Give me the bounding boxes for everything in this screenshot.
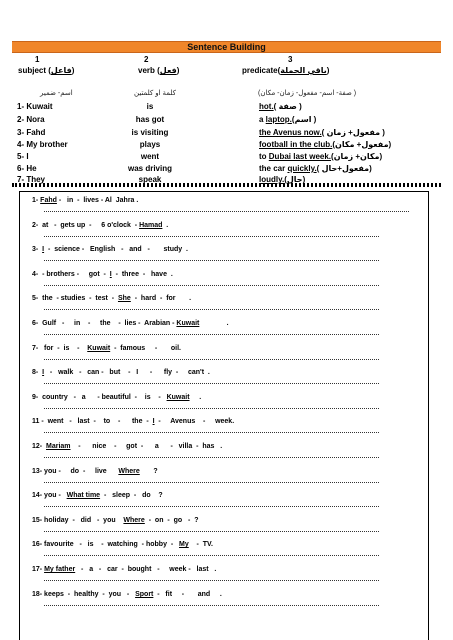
question-text: 12- [32,443,47,450]
answer-line[interactable] [44,580,379,581]
question-row [32,222,168,229]
example-verb: is visiting [131,128,169,137]
example-subject: 2- Nora [17,115,45,124]
question-text: 15- holiday - did - you [32,517,124,524]
question-text: - Avenus - week. [154,418,235,425]
question-row [32,320,229,327]
predicate-type-note: (مفعول+ مكان) [332,140,392,149]
question-text: 18- keeps - healthy - you - [32,591,136,598]
underlined-word: I [42,246,45,253]
question-row [32,591,222,598]
underlined-word: Kuwait [166,394,190,401]
example-predicate [259,164,372,173]
title-banner [12,41,441,53]
example-subject: 4- My brother [17,140,68,149]
question-row [32,443,222,450]
answer-line[interactable] [44,260,379,261]
predicate-type-note: ( مفعول+ زمان ) [321,128,385,137]
answer-line[interactable] [44,457,379,458]
example-predicate [259,102,302,111]
answer-line[interactable] [44,334,379,335]
underlined-word: Fahd [40,197,57,204]
question-row [32,394,201,401]
subject-note: اسم- ضمير [40,90,73,97]
question-text: . [189,394,202,401]
example-subject: 1- Kuwait [17,102,53,111]
answer-line[interactable] [44,506,379,507]
question-text: 5- the - studies - test - [32,295,118,302]
question-text: 9- country - a - beautiful - is - [32,394,167,401]
question-text: 4- - brothers - got - [32,271,110,278]
question-row [32,566,216,573]
example-predicate [259,115,316,124]
question-text: - sleep - do ? [100,492,163,499]
example-subject: 7- They [17,175,46,184]
example-predicate [259,128,385,137]
answer-line[interactable] [44,359,379,360]
underlined-word: I [152,418,155,425]
underlined-word: What time [66,492,101,499]
example-verb: went [140,152,160,161]
question-text: 17- [32,566,45,573]
question-row [32,369,210,376]
underlined-word: Kuwait [87,345,111,352]
question-text: ? [139,468,158,475]
question-text: 6- Gulf - in - the - lies - Arabian - [32,320,177,327]
predicate-underlined: laptop. [265,115,292,124]
verb-header: verb (فعل) [138,66,180,75]
separator-line [12,183,441,187]
question-row [32,541,213,548]
example-predicate [259,152,382,161]
question-row [32,492,163,499]
predicate-underlined: hot. [259,102,274,111]
underlined-word: Kuwait [176,320,200,327]
question-row [32,418,234,425]
question-text: 1- [32,197,41,204]
question-text: 14- you - [32,492,67,499]
column-number-1: 1 [35,55,40,64]
answer-line[interactable] [44,482,379,483]
question-text: - TV. [188,541,213,548]
underlined-word: Hamad [139,222,163,229]
question-row [32,271,173,278]
underlined-word: I [42,369,45,376]
answer-line[interactable] [44,236,379,237]
question-text: - a - car - bought - week - last . [75,566,217,573]
example-verb: has got [135,115,165,124]
question-text: - walk - can - but - I - fly - can't . [44,369,210,376]
question-text: - famous - oil. [110,345,181,352]
underlined-word: My [179,541,189,548]
verb-note: كلمة او كلمتين [134,90,176,97]
predicate-type-note: (اسم ) [291,115,317,124]
example-verb: speak [138,175,162,184]
predicate-underlined: Dubai last week. [268,152,332,161]
predicate-type-note: (حال) [284,175,306,184]
column-number-3: 3 [288,55,293,64]
example-verb: is [146,102,154,111]
question-row [32,197,138,204]
question-row [32,295,191,302]
question-row [32,246,188,253]
example-subject: 3- Fahd [17,128,46,137]
example-subject: 6- He [17,164,37,173]
predicate-plain: the car [259,164,288,173]
predicate-type-note: (مكان+ زمان) [331,152,383,161]
example-verb: was driving [127,164,172,173]
example-predicate [259,140,391,149]
question-text: . [199,320,229,327]
predicate-type-note: ( صفة ) [273,102,302,111]
subject-header: subject (فاعل) [18,66,75,75]
example-subject: 5- I [17,152,29,161]
question-text: - three - have . [111,271,173,278]
answer-line[interactable] [44,605,379,606]
answer-line[interactable] [44,408,379,409]
question-text: 3- [32,246,43,253]
answer-line[interactable] [44,432,379,433]
question-text: 7- for - is - [32,345,88,352]
question-text: 8- [32,369,43,376]
answer-line[interactable] [44,555,379,556]
answer-line[interactable] [44,531,379,532]
question-text: . [162,222,169,229]
underlined-word: I [109,271,112,278]
question-text: 2- at - gets up - 6 o'clock - [32,222,140,229]
predicate-note: (صفة- اسم- مفعول- زمان- مكان ) [258,90,357,97]
question-text: - hard - for . [130,295,192,302]
answer-line[interactable] [44,211,409,212]
underlined-word: Where [123,517,145,524]
predicate-plain: to [259,152,269,161]
underlined-word: Mariam [46,443,71,450]
predicate-plain: a [259,115,266,124]
predicate-underlined: the Avenus now. [259,128,322,137]
answer-line[interactable] [44,309,379,310]
page-title: Sentence Building [187,42,266,52]
question-row [32,345,181,352]
question-text: 11 - went - last - to - the - [32,418,153,425]
underlined-word: Where [118,468,140,475]
question-row [32,517,198,524]
column-number-2: 2 [144,55,149,64]
predicate-underlined: football in the club. [259,140,333,149]
example-verb: plays [139,140,161,149]
question-text: 16- favourite - is - watching - hobby - [32,541,180,548]
question-text: - on - go - ? [144,517,199,524]
question-row [32,468,158,475]
underlined-word: She [117,295,131,302]
answer-line[interactable] [44,383,379,384]
question-text: - nice - got - a - villa - has . [70,443,223,450]
predicate-header: predicate(باقي الجملة) [242,66,330,75]
predicate-underlined: loudly. [259,175,285,184]
question-text: - in - lives - Al Jahra . [56,197,139,204]
underlined-word: My father [44,566,76,573]
question-text: 13- you - do - live [32,468,119,475]
underlined-word: Sport [135,591,154,598]
question-text: - fit - and . [153,591,222,598]
answer-line[interactable] [44,285,379,286]
question-text: - science - English - and - study . [44,246,188,253]
predicate-type-note: ( مفعول+حال) [316,164,372,173]
predicate-underlined: quickly. [287,164,317,173]
